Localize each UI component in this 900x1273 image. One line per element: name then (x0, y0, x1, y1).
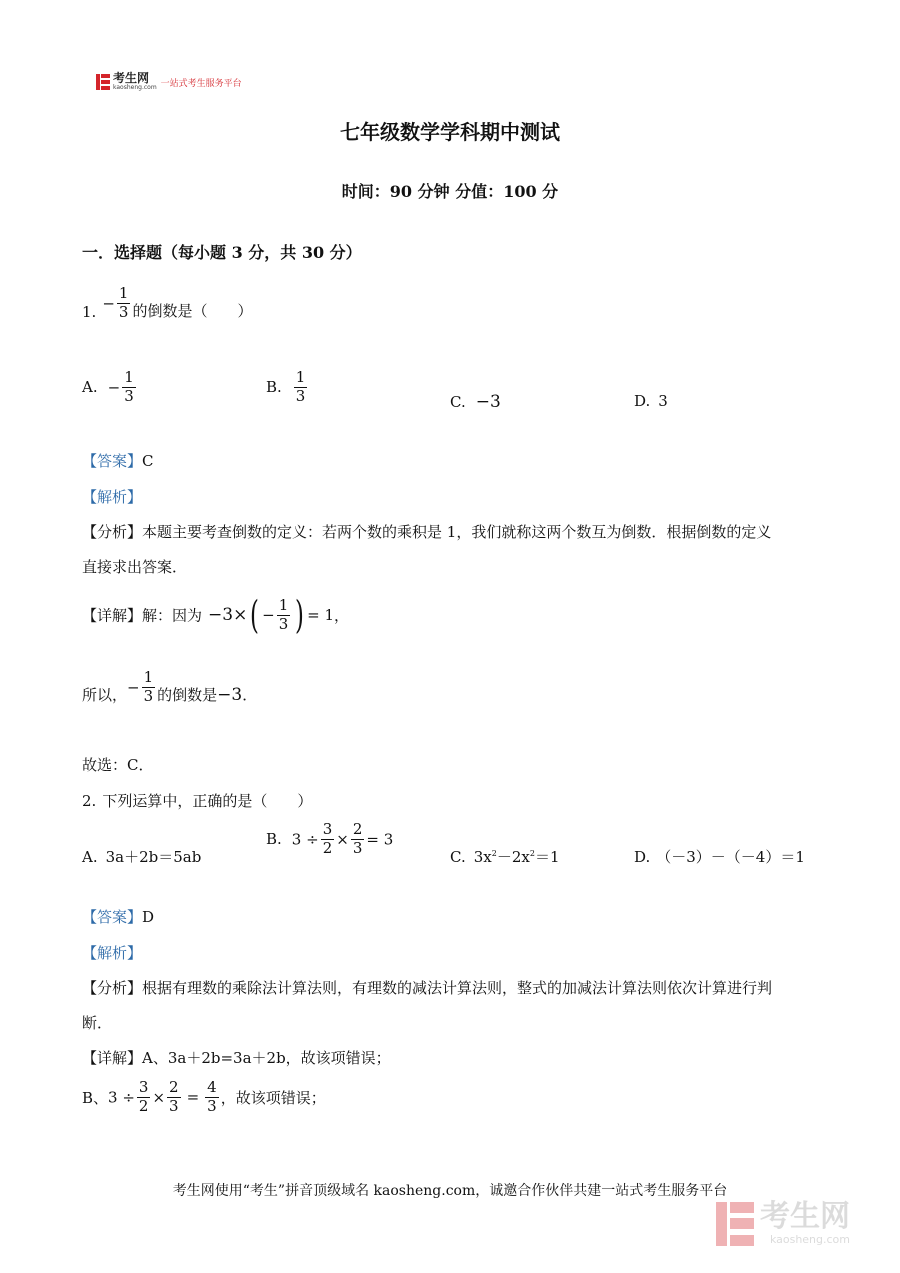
q2-detail-b-numerator2: 2 (169, 1078, 179, 1096)
q1-stem (82, 286, 252, 321)
q1-detail-tag: 【详解】 (82, 606, 143, 625)
q1-fenxi-tag: 【分析】 (82, 523, 143, 541)
q1-option-d (634, 392, 668, 410)
q2-detail-b-label: B、 (82, 1088, 109, 1107)
q2-detail-b-equals: = (186, 1088, 200, 1107)
q2-detail-b-denominator1: 2 (138, 1096, 149, 1115)
q1-option-b-fraction (294, 370, 308, 405)
q2-fenxi-line2: 断． (82, 1014, 113, 1032)
q1-so-sign: − (127, 678, 140, 697)
q1-option-b (266, 370, 309, 405)
q1-so-mid: 的倒数是 (157, 685, 218, 704)
brand-logo[interactable] (96, 72, 242, 92)
q1-detail-fraction (277, 595, 291, 633)
q1-option-a (82, 370, 138, 405)
q1-choice: 故选：C． (82, 756, 154, 774)
q1-answer-tag: 【答案】 (82, 452, 143, 470)
q1-option-a-numerator: 1 (124, 368, 134, 386)
q1-option-c-value: −3 (475, 392, 501, 412)
q2-stem (82, 790, 312, 811)
q1-option-b-label: B. (266, 378, 282, 397)
q2-option-c (450, 846, 559, 867)
q2-detail-b-end: ，故该项错误； (220, 1088, 326, 1107)
section-heading: 一．选择题（每小题 3 分，共 30 分） (82, 243, 362, 262)
q1-so-denominator: 3 (143, 686, 154, 705)
watermark-name: 考生网 (760, 1199, 850, 1234)
q2-option-b-label: B. (266, 830, 282, 849)
q1-detail-expr-right: = 1 (307, 606, 335, 624)
q1-option-d-label: D. (634, 392, 651, 410)
q2-option-b-fraction1 (321, 822, 335, 857)
brand-domain: kaosheng.com (113, 84, 157, 91)
q1-stem-text: 的倒数是（ ） (132, 301, 253, 320)
q2-detail-b-fraction2 (167, 1080, 181, 1115)
q1-option-c (450, 392, 501, 412)
q2-option-c-label: C. (450, 848, 466, 866)
q2-detail-b-denominator2: 3 (169, 1096, 179, 1115)
q2-fenxi-text: 根据有理数的乘除法计算法则，有理数的减法计算法则，整式的加减法计算法则依次计算进行判 (142, 979, 773, 997)
q1-stem-fraction (117, 286, 131, 321)
exam-info: 时间：90 分钟 分值：100 分 (341, 182, 559, 201)
q2-option-b-pre: 3 ÷ (291, 830, 319, 849)
q2-detail-a-text: A、3a＋2b=3a＋2b，故该项错误； (142, 1049, 391, 1067)
q1-fenxi-line2: 直接求出答案． (82, 558, 188, 576)
page-footer: 考生网使用“考生”拼音顶级域名 kaosheng.com，诚邀合作伙伴共建一站式考生服务平台 (172, 1183, 728, 1199)
q1-stem-denominator: 3 (118, 302, 129, 321)
q2-detail-b-pre: 3 ÷ (108, 1088, 135, 1107)
q1-detail-text: 解：因为 (142, 606, 203, 625)
q1-detail-right-paren: ) (295, 593, 305, 637)
q2-option-b-times: × (336, 830, 349, 849)
q2-option-a-label: A. (82, 848, 98, 866)
q2-option-c-sup2: 2 (529, 849, 535, 858)
q2-option-d (634, 846, 805, 867)
q2-option-b-numerator2: 2 (352, 820, 363, 838)
q1-detail-numerator: 1 (278, 595, 289, 614)
q1-stem-numerator: 1 (118, 284, 129, 302)
q1-number: 1. (82, 302, 97, 321)
q1-detail-denominator: 3 (278, 614, 289, 633)
q2-stem-text: 下列运算中，正确的是（ ） (102, 792, 313, 810)
q2-detail-a (82, 1047, 391, 1068)
q2-detail-b (82, 1080, 326, 1115)
q2-option-b-denominator2: 3 (352, 838, 363, 857)
q2-answer-value: D (142, 908, 155, 926)
q1-fenxi-text: 本题主要考查倒数的定义：若两个数的乘积是 1，我们就称这两个数互为倒数．根据倒数的定义 (142, 523, 772, 541)
q2-detail-b-times: × (152, 1088, 166, 1107)
q1-option-a-fraction (122, 370, 136, 405)
q1-analysis-tag: 【解析】 (82, 488, 143, 506)
q1-option-a-label: A. (82, 378, 98, 397)
watermark-text (760, 1201, 850, 1246)
watermark (716, 1201, 850, 1246)
q1-answer-value: C (142, 452, 154, 470)
q2-option-b-numerator1: 3 (322, 820, 333, 838)
brand-logo-text (113, 73, 157, 91)
q2-option-b-post: = 3 (366, 830, 394, 849)
watermark-domain: kaosheng.com (769, 1233, 850, 1246)
q2-analysis-tag: 【解析】 (82, 944, 143, 962)
q2-detail-b-numerator3: 4 (207, 1078, 217, 1096)
q1-fenxi-line1 (82, 521, 771, 542)
q2-detail-b-denominator3: 3 (207, 1096, 217, 1115)
q2-detail-tag: 【详解】 (82, 1049, 143, 1067)
page-title: 七年级数学学科期中测试 (340, 120, 560, 144)
q2-option-d-label: D. (634, 848, 651, 866)
q2-option-d-text: （－3）－（－4）＝1 (656, 848, 805, 866)
q2-detail-b-numerator1: 3 (138, 1078, 149, 1096)
q2-answer-tag: 【答案】 (82, 908, 143, 926)
q2-fenxi-tag: 【分析】 (82, 979, 143, 997)
q2-answer (82, 906, 154, 927)
q1-detail (82, 593, 350, 637)
q1-detail-left-paren: ( (250, 593, 260, 637)
brand-logo-icon (96, 74, 110, 90)
q2-detail-b-fraction3 (205, 1080, 219, 1115)
q2-option-c-mid: －2x (496, 848, 530, 866)
q2-option-a (82, 846, 201, 867)
q2-option-a-text: 3a＋2b＝5ab (105, 848, 202, 866)
q2-number: 2. (82, 792, 97, 810)
q2-option-c-post: ＝1 (534, 848, 560, 866)
q2-detail-b-fraction1 (137, 1080, 151, 1115)
q1-so-numerator: 1 (143, 668, 154, 686)
q1-option-b-numerator: 1 (295, 368, 306, 386)
q1-so-value: −3 (217, 684, 243, 705)
q1-option-c-label: C. (450, 393, 466, 411)
q1-detail-expr-left: −3× (208, 605, 248, 625)
brand-slogan: 一站式考生服务平台 (160, 78, 242, 89)
q2-option-b (266, 822, 393, 857)
q2-option-c-sup1: 2 (491, 849, 497, 858)
q1-option-a-denominator: 3 (124, 386, 134, 405)
q1-so-fraction (142, 670, 156, 705)
q2-option-c-pre: 3x (473, 848, 492, 866)
q2-fenxi-line1 (82, 977, 772, 998)
q2-option-b-denominator1: 2 (322, 838, 333, 857)
q1-option-a-sign: − (107, 378, 121, 397)
q1-detail-end: ， (334, 606, 350, 625)
q1-so-text: 所以， (82, 685, 128, 704)
q2-option-b-fraction2 (351, 822, 365, 857)
q1-stem-sign: − (102, 294, 115, 313)
q1-answer (82, 450, 154, 471)
q1-option-d-value: 3 (658, 392, 668, 410)
watermark-logo-icon (716, 1202, 754, 1246)
q1-so-end: ． (242, 685, 258, 704)
q1-option-b-denominator: 3 (295, 386, 306, 405)
q1-conclusion (82, 670, 257, 705)
brand-name: 考生网 (113, 71, 150, 85)
q1-detail-expr-sign: − (262, 606, 275, 624)
